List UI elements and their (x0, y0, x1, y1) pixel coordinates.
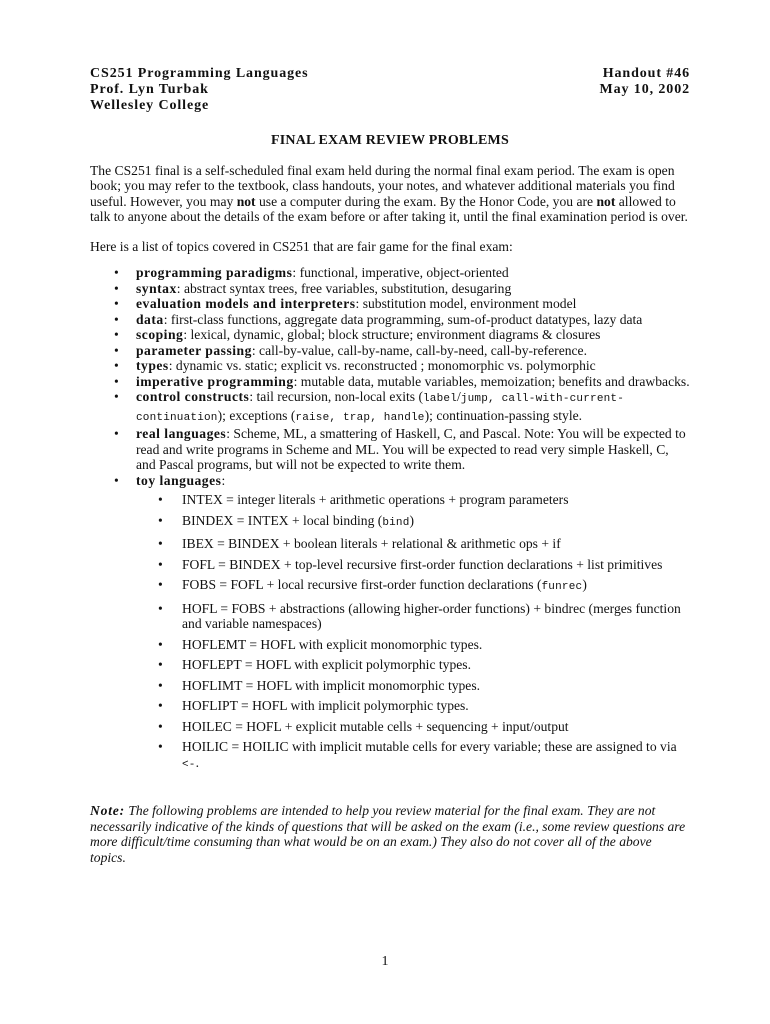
topic-text: ); continuation-passing style. (424, 407, 583, 423)
topic-text: ); exceptions ( (217, 407, 296, 423)
topic-text: : tail recursion, non-local exits ( (249, 389, 423, 404)
toy-language-text: ) (582, 577, 587, 592)
topic-text: : abstract syntax trees, free variables, substitution, desugaring (176, 280, 512, 296)
toy-language-text: . (195, 754, 200, 770)
topic-keyword: programming paradigms (136, 265, 293, 280)
toy-language-text: HOILIC = HOILIC with implicit mutable cells for every variable; these are assigned to via (182, 739, 677, 754)
list-item (90, 296, 690, 312)
list-item (90, 312, 690, 328)
topic-text: : dynamic vs. static; explicit vs. reconstructed ; monomorphic vs. polymorphic (168, 358, 596, 373)
toy-language-text: HOILEC = HOFL + explicit mutable cells + sequencing + input/output (182, 718, 569, 734)
list-item (136, 678, 690, 694)
topic-text: : functional, imperative, object-oriented (292, 265, 509, 280)
topic-keyword: real languages (136, 426, 227, 441)
topic-keyword: toy languages (136, 472, 222, 488)
toy-language-text: INTEX = integer literals + arithmetic operations + program parameters (182, 492, 569, 507)
code-label: label (423, 393, 458, 405)
intro-text-2: use a computer during the exam. By the Honor Code, you are (255, 193, 597, 209)
code-funrec: funrec (541, 581, 583, 593)
college-name: Wellesley College (90, 98, 210, 113)
handout-date: May 10, 2002 (599, 82, 690, 97)
note-text: The following problems are intended to help you review material for the final exam. They are not necessarily indicative of the kinds of questions that will be asked on the exam (i.e., some review questions are more difficult/time consuming than what would be on an exam.) They also do not cover all of the above topics. (90, 803, 686, 865)
topic-text: : substitution model, environment model (355, 296, 577, 311)
topic-keyword: types (136, 358, 169, 373)
course-name: CS251 Programming Languages (90, 66, 309, 81)
intro-paragraph (90, 163, 690, 225)
list-item (90, 343, 690, 359)
toy-language-text: HOFLEMT = HOFL with explicit monomorphic types. (182, 636, 483, 652)
toy-languages-list (136, 492, 690, 773)
list-item (136, 513, 690, 532)
list-item (90, 327, 690, 343)
topic-keyword: evaluation models and interpreters (136, 296, 356, 311)
topic-keyword: parameter passing (136, 342, 252, 358)
toy-language-text: HOFLIMT = HOFL with implicit monomorphic types. (182, 677, 481, 693)
header-left (90, 66, 309, 114)
toy-language-text: BINDEX = INTEX + local binding ( (182, 512, 383, 528)
toy-language-text: HOFLEPT = HOFL with explicit polymorphic types. (182, 657, 471, 672)
list-item (136, 557, 690, 573)
list-item (90, 426, 690, 473)
topic-keyword: syntax (136, 280, 177, 296)
toy-language-text: FOFL = BINDEX + top-level recursive first-order function declarations + list primitives (182, 556, 663, 572)
header-right (599, 66, 690, 114)
code-jump-callcc: jump, call-with-current-continuation (136, 393, 625, 424)
list-item (136, 698, 690, 714)
topic-text: / (457, 389, 461, 404)
list-item (90, 473, 690, 774)
topic-keyword: scoping (136, 327, 184, 342)
intro-text-3: allowed to talk to anyone about the details of the exam before or after taking it, until the final examination period is over. (90, 193, 688, 224)
list-item (136, 657, 690, 673)
list-item (136, 719, 690, 735)
topics-intro: Here is a list of topics covered in CS251 that are fair game for the final exam: (90, 238, 513, 254)
note-paragraph (90, 803, 690, 865)
code-assign: <- (182, 758, 196, 771)
list-item (90, 374, 690, 390)
toy-language-text: HOFLIPT = HOFL with implicit polymorphic types. (182, 698, 469, 713)
topic-keyword: data (136, 311, 164, 327)
intro-text-1: The CS251 final is a self-scheduled final exam held during the normal final exam period. The exam is open book; you may refer to the textbook, class handouts, your notes, and whatever additional materials you find useful. However, you may (90, 162, 675, 209)
handout-number: Handout #46 (602, 66, 690, 81)
toy-language-text: IBEX = BINDEX + boolean literals + relational & arithmetic ops + if (182, 536, 561, 551)
topic-text: : first-class functions, aggregate data programming, sum-of-product datatypes, lazy data (163, 311, 643, 327)
topic-keyword: imperative programming (136, 373, 294, 389)
list-item (136, 577, 690, 596)
note-label: Note: (90, 803, 125, 818)
page-number: 1 (381, 954, 389, 969)
topic-keyword: control constructs (136, 389, 250, 404)
code-bind: bind (382, 516, 410, 529)
list-item (136, 637, 690, 653)
list-item (90, 358, 690, 374)
topic-text: : lexical, dynamic, global; block structure; environment diagrams & closures (183, 327, 601, 342)
list-item (90, 265, 690, 281)
professor-name: Prof. Lyn Turbak (90, 82, 209, 97)
list-item (136, 739, 690, 773)
toy-language-text: FOBS = FOFL + local recursive first-order function declarations ( (182, 577, 542, 592)
topic-text: : Scheme, ML, a smattering of Haskell, C, and Pascal. Note: You will be expected to read and write programs in Scheme and ML. You will be expected to read very simple Haskell, C, and Pascal programs, but will not be expected to write them. (136, 426, 686, 472)
topic-text: : mutable data, mutable variables, memoization; benefits and drawbacks. (293, 373, 690, 389)
list-item (90, 389, 690, 426)
page-title: FINAL EXAM REVIEW PROBLEMS (271, 133, 509, 148)
topics-list (90, 265, 690, 773)
toy-language-text: ) (409, 512, 415, 528)
code-exceptions: raise, trap, handle (295, 411, 425, 424)
intro-emphasis-2: not (596, 193, 616, 209)
toy-language-text: HOFL = FOBS + abstractions (allowing higher-order functions) + bindrec (merges function and variable namespaces) (182, 600, 681, 631)
list-item (136, 536, 690, 552)
topic-text: : (221, 472, 226, 488)
list-item (90, 281, 690, 297)
topic-text: : call-by-value, call-by-name, call-by-need, call-by-reference. (251, 342, 587, 358)
document-header (90, 66, 690, 114)
list-item (136, 492, 690, 508)
document-page (90, 66, 690, 865)
list-item (136, 601, 690, 632)
intro-emphasis-1: not (236, 193, 256, 209)
